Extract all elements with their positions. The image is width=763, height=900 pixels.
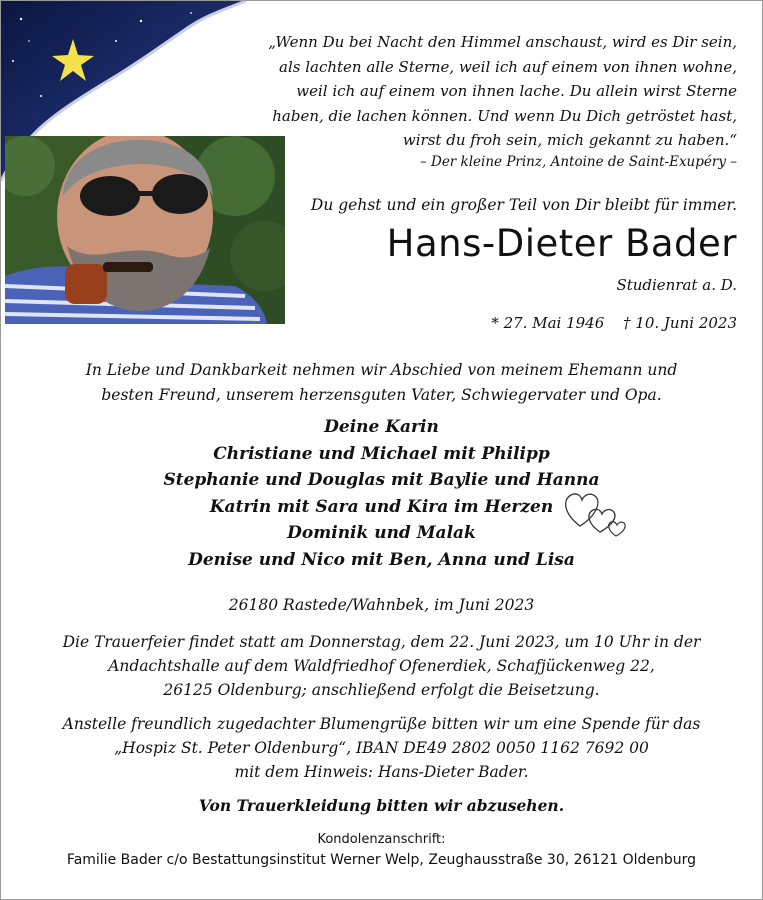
funeral-service-info	[0, 630, 763, 702]
donation-line: mit dem Hinweis: Hans-Dieter Bader.	[234, 763, 529, 781]
donation-line: „Hospiz St. Peter Oldenburg“, IBAN DE49 2802 0050 1162 7692 00	[114, 739, 649, 757]
birth-date: * 27. Mai 1946	[491, 314, 605, 332]
dress-note-text: Von Trauerkleidung bitten wir abzusehen.	[198, 796, 565, 815]
family-member: Dominik und Malak	[287, 523, 476, 543]
quote-line: wirst du froh sein, mich gekannt zu haben.“	[402, 131, 737, 149]
family-member: Denise und Nico mit Ben, Anna und Lisa	[188, 549, 575, 570]
portrait-photo	[5, 136, 285, 324]
family-member: Deine Karin	[324, 417, 439, 437]
death-date: † 10. Juni 2023	[623, 314, 737, 332]
family-member: Christiane und Michael mit Philipp	[213, 443, 550, 464]
service-line: Andachtshalle auf dem Waldfriedhof Ofenerdiek, Schafjückenweg 22,	[108, 657, 655, 675]
quote-line: „Wenn Du bei Nacht den Himmel anschaust, wird es Dir sein,	[268, 33, 737, 51]
little-prince-quote	[217, 30, 737, 153]
place-and-date	[0, 596, 763, 614]
hearts-icon	[562, 490, 630, 540]
family-member: Stephanie und Douglas mit Baylie und Hanna	[163, 470, 600, 490]
place-date-text: 26180 Rastede/Wahnbek, im Juni 2023	[228, 596, 535, 614]
quote-line: weil ich auf einem von ihnen lache. Du allein wirst Sterne	[296, 82, 737, 100]
service-line: Die Trauerfeier findet statt am Donnerstag, dem 22. Juni 2023, um 10 Uhr in der	[62, 633, 701, 651]
donation-info	[0, 712, 763, 784]
donation-line: Anstelle freundlich zugedachter Blumengrüße bitten wir um eine Spende für das	[62, 715, 701, 733]
deceased-name: Hans-Dieter Bader	[386, 222, 737, 265]
quote-line: haben, die lachen können. Und wenn Du Dich getröstet hast,	[272, 106, 737, 125]
condolence-address	[0, 852, 763, 868]
intro-sentence: Du gehst und ein großer Teil von Dir bleibt für immer.	[310, 196, 737, 214]
dress-note	[0, 796, 763, 815]
deceased-title: Studienrat a. D.	[616, 276, 737, 294]
quote-line: als lachten alle Sterne, weil ich auf einem von ihnen wohne,	[279, 57, 737, 76]
condolence-label-text: Kondolenzanschrift:	[317, 832, 446, 847]
farewell-line: besten Freund, unserem herzensguten Vater, Schwiegervater und Opa.	[101, 386, 662, 404]
farewell-text	[0, 358, 763, 408]
service-line: 26125 Oldenburg; anschließend erfolgt die Beisetzung.	[163, 681, 600, 699]
farewell-line: In Liebe und Dankbarkeit nehmen wir Abschied von meinem Ehemann und	[85, 361, 678, 379]
life-dates	[477, 314, 737, 332]
family-member: Katrin mit Sara und Kira im Herzen	[209, 496, 554, 517]
quote-source: – Der kleine Prinz, Antoine de Saint-Exupéry –	[419, 154, 737, 170]
condolence-address-text: Familie Bader c/o Bestattungsinstitut Werner Welp, Zeughausstraße 30, 26121 Oldenburg	[66, 852, 697, 868]
condolence-label	[0, 832, 763, 847]
family-list	[0, 414, 763, 573]
